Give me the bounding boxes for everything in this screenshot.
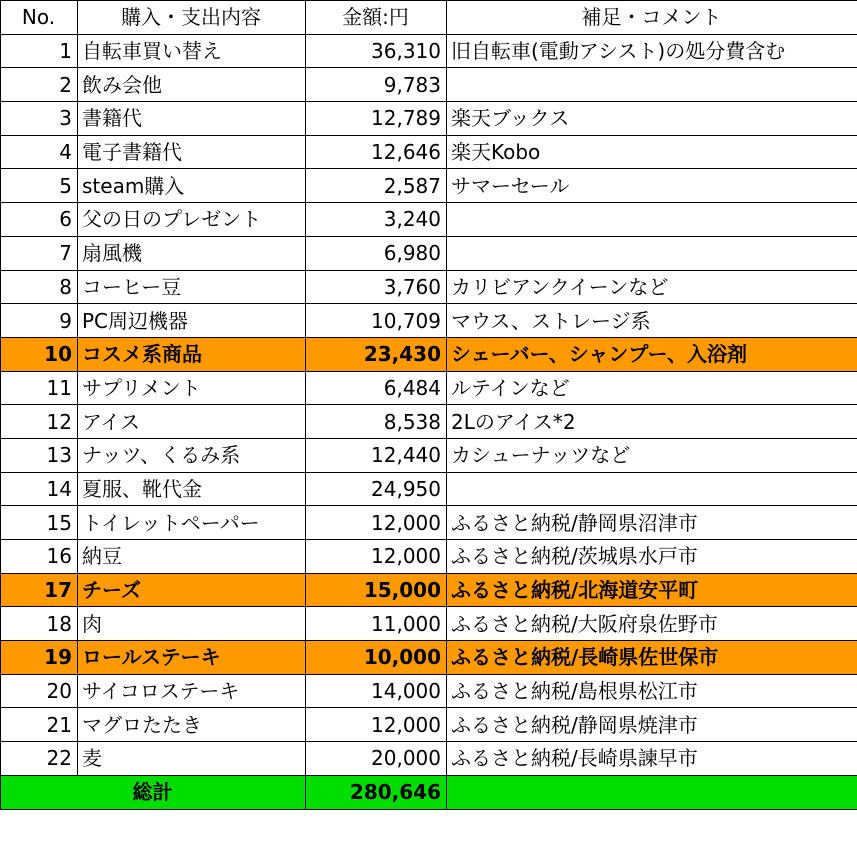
- cell-item[interactable]: サプリメント: [78, 371, 306, 405]
- cell-amount[interactable]: 12,646: [306, 135, 447, 169]
- cell-item[interactable]: トイレットペーパー: [78, 506, 306, 540]
- cell-amount[interactable]: 24,950: [306, 472, 447, 506]
- cell-comment[interactable]: 楽天ブックス: [447, 102, 857, 136]
- table-row: [1, 405, 857, 439]
- cell-no[interactable]: 22: [1, 742, 78, 776]
- cell-amount[interactable]: 9,783: [306, 68, 447, 102]
- header-no[interactable]: No.: [1, 1, 78, 35]
- cell-no[interactable]: 3: [1, 102, 78, 136]
- cell-no[interactable]: 14: [1, 472, 78, 506]
- table-row: [1, 68, 857, 102]
- cell-comment[interactable]: ふるさと納税/島根県松江市: [447, 674, 857, 708]
- table-row: [1, 304, 857, 338]
- cell-amount[interactable]: 12,000: [306, 506, 447, 540]
- table-row: [1, 472, 857, 506]
- cell-comment[interactable]: ふるさと納税/長崎県諫早市: [447, 742, 857, 776]
- cell-item[interactable]: 麦: [78, 742, 306, 776]
- cell-comment[interactable]: [447, 203, 857, 237]
- total-label[interactable]: 総計: [1, 775, 306, 809]
- cell-amount[interactable]: 23,430: [306, 337, 447, 371]
- table-row: [1, 708, 857, 742]
- header-item[interactable]: 購入・支出内容: [78, 1, 306, 35]
- cell-no[interactable]: 21: [1, 708, 78, 742]
- cell-amount[interactable]: 3,760: [306, 270, 447, 304]
- cell-amount[interactable]: 14,000: [306, 674, 447, 708]
- header-comment[interactable]: 補足・コメント: [447, 1, 857, 35]
- cell-item[interactable]: 電子書籍代: [78, 135, 306, 169]
- cell-no[interactable]: 16: [1, 540, 78, 574]
- cell-comment[interactable]: [447, 236, 857, 270]
- cell-comment[interactable]: 2Lのアイス*2: [447, 405, 857, 439]
- cell-comment[interactable]: マウス、ストレージ系: [447, 304, 857, 338]
- table-row: [1, 270, 857, 304]
- total-row: [1, 775, 857, 809]
- cell-item[interactable]: steam購入: [78, 169, 306, 203]
- cell-item[interactable]: PC周辺機器: [78, 304, 306, 338]
- cell-amount[interactable]: 36,310: [306, 34, 447, 68]
- cell-no[interactable]: 6: [1, 203, 78, 237]
- cell-comment[interactable]: [447, 68, 857, 102]
- total-comment-cell[interactable]: [447, 775, 857, 809]
- cell-no[interactable]: 7: [1, 236, 78, 270]
- cell-amount[interactable]: 15,000: [306, 573, 447, 607]
- cell-amount[interactable]: 12,789: [306, 102, 447, 136]
- table-row: [1, 742, 857, 776]
- table-row: [1, 135, 857, 169]
- cell-comment[interactable]: ふるさと納税/大阪府泉佐野市: [447, 607, 857, 641]
- cell-amount[interactable]: 3,240: [306, 203, 447, 237]
- cell-comment[interactable]: ふるさと納税/茨城県水戸市: [447, 540, 857, 574]
- cell-no[interactable]: 9: [1, 304, 78, 338]
- cell-comment[interactable]: ふるさと納税/静岡県焼津市: [447, 708, 857, 742]
- table-row-highlighted: [1, 573, 857, 607]
- cell-no[interactable]: 2: [1, 68, 78, 102]
- cell-amount[interactable]: 12,440: [306, 438, 447, 472]
- cell-no[interactable]: 12: [1, 405, 78, 439]
- cell-no[interactable]: 15: [1, 506, 78, 540]
- cell-item[interactable]: マグロたたき: [78, 708, 306, 742]
- cell-item[interactable]: アイス: [78, 405, 306, 439]
- table-row: [1, 34, 857, 68]
- cell-no[interactable]: 11: [1, 371, 78, 405]
- cell-amount[interactable]: 12,000: [306, 540, 447, 574]
- cell-no[interactable]: 10: [1, 337, 78, 371]
- cell-no[interactable]: 8: [1, 270, 78, 304]
- cell-no[interactable]: 13: [1, 438, 78, 472]
- cell-item[interactable]: 父の日のプレゼント: [78, 203, 306, 237]
- cell-no[interactable]: 5: [1, 169, 78, 203]
- table-row: [1, 540, 857, 574]
- cell-amount[interactable]: 8,538: [306, 405, 447, 439]
- cell-comment[interactable]: [447, 472, 857, 506]
- cell-amount[interactable]: 12,000: [306, 708, 447, 742]
- cell-no[interactable]: 20: [1, 674, 78, 708]
- cell-item[interactable]: チーズ: [78, 573, 306, 607]
- cell-no[interactable]: 19: [1, 641, 78, 675]
- cell-no[interactable]: 1: [1, 34, 78, 68]
- cell-item[interactable]: 肉: [78, 607, 306, 641]
- cell-comment[interactable]: 楽天Kobo: [447, 135, 857, 169]
- table-row: [1, 102, 857, 136]
- cell-amount[interactable]: 10,709: [306, 304, 447, 338]
- total-amount[interactable]: 280,646: [306, 775, 447, 809]
- cell-item[interactable]: 夏服、靴代金: [78, 472, 306, 506]
- header-row: [1, 1, 857, 35]
- cell-comment[interactable]: ふるさと納税/長崎県佐世保市: [447, 641, 857, 675]
- table-row: [1, 169, 857, 203]
- cell-comment[interactable]: シェーバー、シャンプー、入浴剤: [447, 337, 857, 371]
- table-row: [1, 236, 857, 270]
- cell-item[interactable]: コスメ系商品: [78, 337, 306, 371]
- table-row: [1, 438, 857, 472]
- cell-no[interactable]: 18: [1, 607, 78, 641]
- cell-item[interactable]: 扇風機: [78, 236, 306, 270]
- cell-no[interactable]: 4: [1, 135, 78, 169]
- table-body: [1, 34, 857, 809]
- cell-comment[interactable]: ルテインなど: [447, 371, 857, 405]
- cell-item[interactable]: 自転車買い替え: [78, 34, 306, 68]
- table-row: [1, 371, 857, 405]
- cell-item[interactable]: サイコロステーキ: [78, 674, 306, 708]
- cell-item[interactable]: 飲み会他: [78, 68, 306, 102]
- cell-amount[interactable]: 11,000: [306, 607, 447, 641]
- cell-comment[interactable]: 旧自転車(電動アシスト)の処分費含む: [447, 34, 857, 68]
- table-row: [1, 607, 857, 641]
- table-row: [1, 674, 857, 708]
- cell-item[interactable]: ナッツ、くるみ系: [78, 438, 306, 472]
- table-row: [1, 506, 857, 540]
- cell-amount[interactable]: 2,587: [306, 169, 447, 203]
- cell-amount[interactable]: 20,000: [306, 742, 447, 776]
- cell-comment[interactable]: ふるさと納税/北海道安平町: [447, 573, 857, 607]
- cell-no[interactable]: 17: [1, 573, 78, 607]
- cell-comment[interactable]: サマーセール: [447, 169, 857, 203]
- header-amount[interactable]: 金額:円: [306, 1, 447, 35]
- cell-comment[interactable]: カリビアンクイーンなど: [447, 270, 857, 304]
- cell-amount[interactable]: 6,484: [306, 371, 447, 405]
- cell-item[interactable]: 書籍代: [78, 102, 306, 136]
- cell-item[interactable]: コーヒー豆: [78, 270, 306, 304]
- cell-amount[interactable]: 10,000: [306, 641, 447, 675]
- cell-item[interactable]: 納豆: [78, 540, 306, 574]
- cell-comment[interactable]: カシューナッツなど: [447, 438, 857, 472]
- cell-amount[interactable]: 6,980: [306, 236, 447, 270]
- cell-item[interactable]: ロールステーキ: [78, 641, 306, 675]
- table-row-highlighted: [1, 337, 857, 371]
- cell-comment[interactable]: ふるさと納税/静岡県沼津市: [447, 506, 857, 540]
- table-row-highlighted: [1, 641, 857, 675]
- table-row: [1, 203, 857, 237]
